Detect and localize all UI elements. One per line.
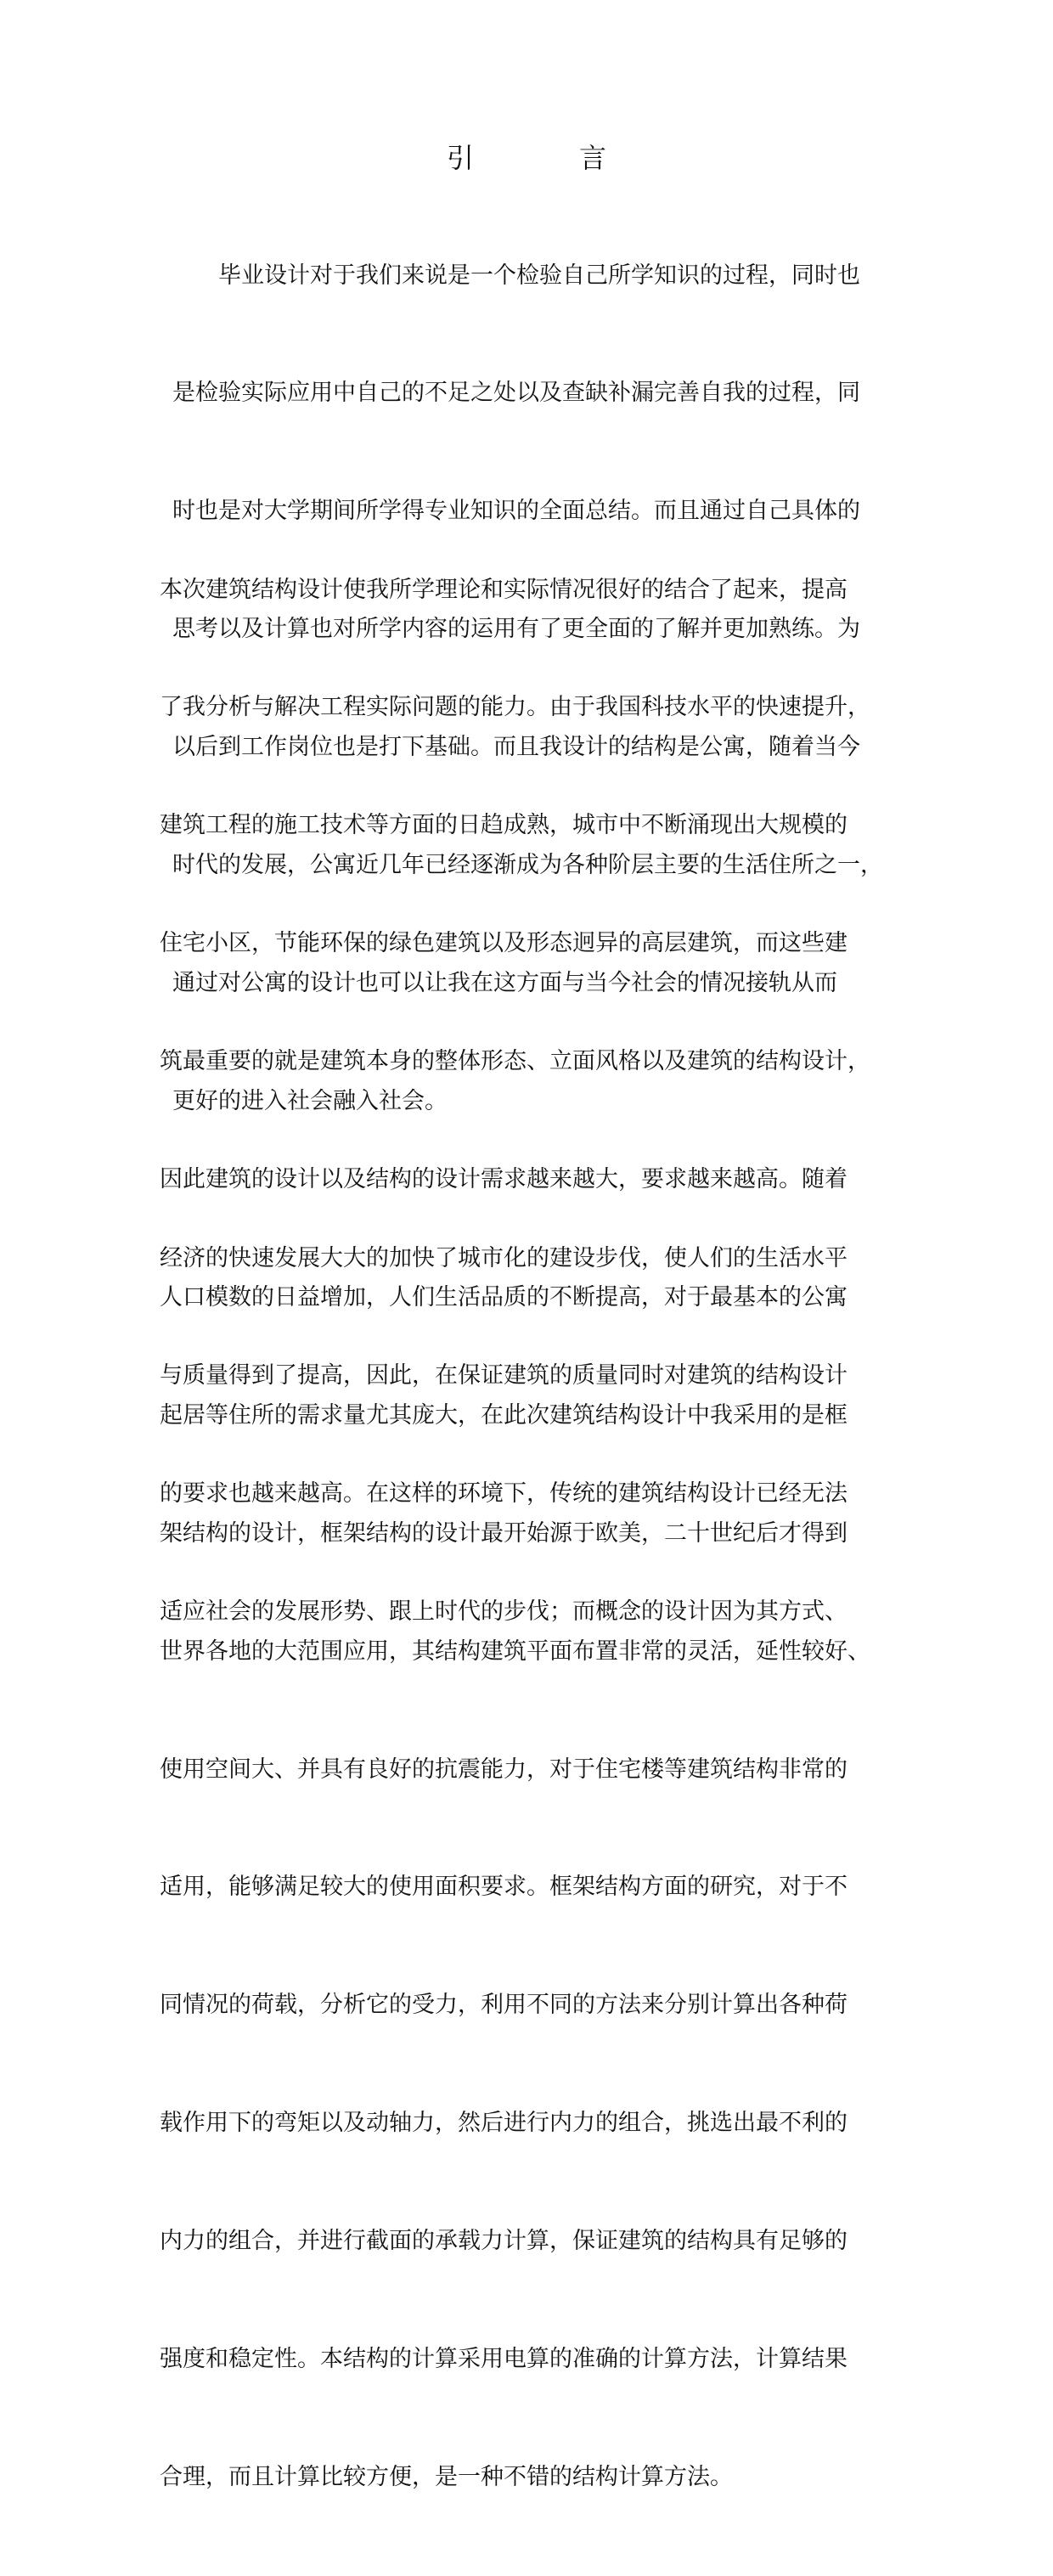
- text-line: 以后到工作岗位也是打下基础。而且我设计的结构是公寓，随着当今: [172, 734, 860, 761]
- text-line: 内力的组合，并进行截面的承载力计算，保证建筑的结构具有足够的: [160, 2228, 847, 2255]
- text-line: 是检验实际应用中自己的不足之处以及查缺补漏完善自我的过程，同: [172, 380, 860, 407]
- text-line: 本次建筑结构设计使我所学理论和实际情况很好的结合了起来，提高: [160, 576, 847, 603]
- text-line: 架结构的设计，框架结构的设计最开始源于欧美，二十世纪后才得到: [160, 1519, 847, 1547]
- text-line: 起居等住所的需求量尤其庞大，在此次建筑结构设计中我采用的是框: [160, 1401, 847, 1429]
- text-line: 与质量得到了提高，因此，在保证建筑的质量同时对建筑的结构设计: [160, 1362, 847, 1389]
- text-line: 了我分析与解决工程实际问题的能力。由于我国科技水平的快速提升，: [160, 694, 870, 721]
- text-line: 思考以及计算也对所学内容的运用有了更全面的了解并更加熟练。为: [172, 616, 860, 643]
- text-line: 的要求也越来越高。在这样的环境下，传统的建筑结构设计已经无法: [160, 1480, 847, 1508]
- text-line: 适用，能够满足较大的使用面积要求。框架结构方面的研究，对于不: [160, 1874, 847, 1901]
- text-line: 世界各地的大范围应用，其结构建筑平面布置非常的灵活，延性较好、: [160, 1637, 870, 1665]
- text-line: 人口模数的日益增加，人们生活品质的不断提高，对于最基本的公寓: [160, 1283, 847, 1311]
- text-line: 通过对公寓的设计也可以让我在这方面与当今社会的情况接轨从而: [172, 969, 837, 996]
- text-line: 建筑工程的施工技术等方面的日趋成熟，城市中不断涌现出大规模的: [160, 812, 847, 839]
- text-line: 使用空间大、并具有良好的抗震能力，对于住宅楼等建筑结构非常的: [160, 1756, 847, 1783]
- text-line: 更好的进入社会融入社会。: [172, 1087, 448, 1114]
- text-line: 适应社会的发展形势、跟上时代的步伐；而概念的设计因为其方式、: [160, 1598, 847, 1626]
- text-line: 筑最重要的就是建筑本身的整体形态、立面风格以及建筑的结构设计，: [160, 1048, 870, 1075]
- text-line: 载作用下的弯矩以及动轴力，然后进行内力的组合，挑选出最不利的: [160, 2110, 847, 2137]
- text-line: 因此建筑的设计以及结构的设计需求越来越大，要求越来越高。随着: [160, 1166, 847, 1193]
- text-line: 毕业设计对于我们来说是一个检验自己所学知识的过程，同时也: [172, 262, 860, 289]
- text-line: 时代的发展，公寓近几年已经逐渐成为各种阶层主要的生活住所之一，: [172, 852, 883, 879]
- text-line: 同情况的荷载，分析它的受力，利用不同的方法来分别计算出各种荷: [160, 1992, 847, 2019]
- text-line: 住宅小区，节能环保的绿色建筑以及形态迥异的高层建筑，而这些建: [160, 930, 847, 957]
- text-line: 经济的快速发展大大的加快了城市化的建设步伐，使人们的生活水平: [160, 1244, 847, 1271]
- text-line: 强度和稳定性。本结构的计算采用电算的准确的计算方法，计算结果: [160, 2345, 847, 2372]
- page-title: 引 言: [446, 142, 645, 174]
- paragraph-economic-development: [160, 1160, 847, 1711]
- text-line: 时也是对大学期间所学得专业知识的全面总结。而且通过自己具体的: [172, 498, 860, 525]
- text-line: 合理，而且计算比较方便，是一种不错的结构计算方法。: [160, 2463, 733, 2490]
